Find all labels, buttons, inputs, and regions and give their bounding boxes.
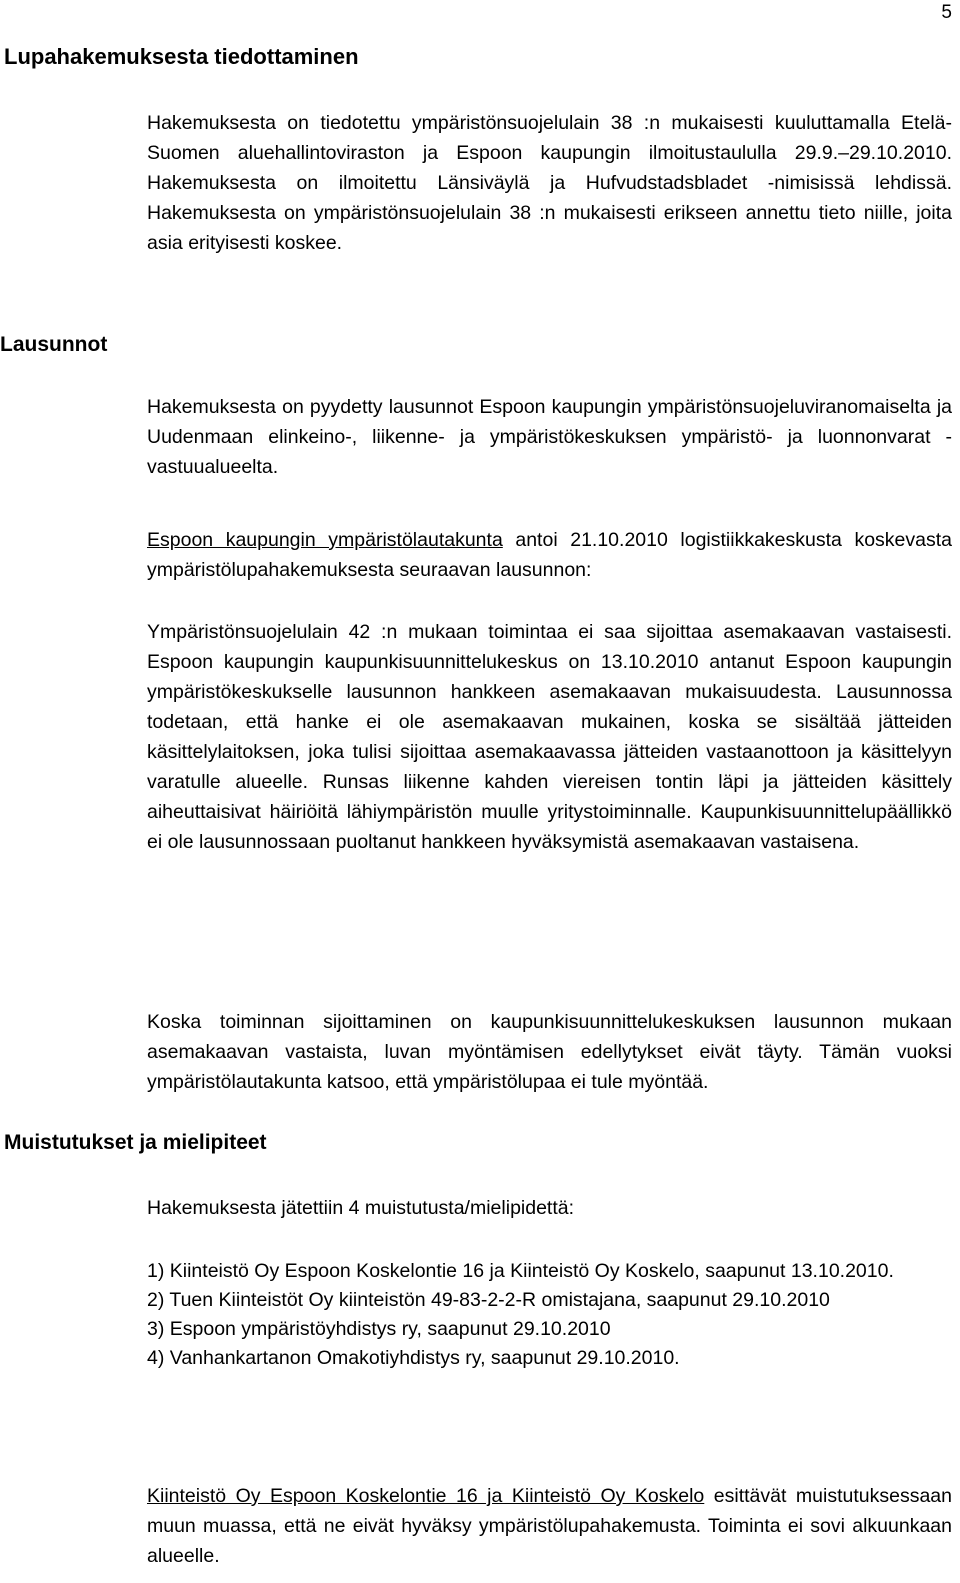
page-number: 5	[941, 2, 952, 23]
koskelo-name: Kiinteistö Oy Espoon Koskelontie 16 ja Kiinteistö Oy Koskelo	[147, 1485, 705, 1507]
heading-lupahakemuksesta-tiedottaminen: Lupahakemuksesta tiedottaminen	[4, 44, 359, 69]
list-item: 2) Tuen Kiinteistöt Oy kiinteistön 49-83-2-2-R omistajana, saapunut 29.10.2010	[147, 1289, 830, 1311]
list-item: 4) Vanhankartanon Omakotiyhdistys ry, saapunut 29.10.2010.	[147, 1347, 680, 1369]
list-item: 3) Espoon ympäristöyhdistys ry, saapunut 29.10.2010	[147, 1318, 611, 1340]
paragraph-lausunnot-intro: Hakemuksesta on pyydetty lausunnot Espoon kaupungin ympäristönsuojeluviranomaiselta ja Uudenmaan elinkeino-, liikenne- ja ympäristökeskuksen ympäristö- ja luonnonvarat -vastuualueelta.	[147, 396, 952, 478]
lautakunta-text: antoi 21.10.2010 logistiikkakeskusta koskevasta ympäristölupahakemuksesta seuraavan lausunnon:	[147, 529, 952, 581]
paragraph-koskelo	[147, 1481, 952, 1571]
muistutukset-list	[147, 1257, 952, 1373]
heading-muistutukset: Muistutukset ja mielipiteet	[4, 1131, 267, 1154]
lautakunta-name: Espoon kaupungin ympäristölautakunta	[147, 529, 503, 551]
paragraph-lausunto: Ympäristönsuojelulain 42 :n mukaan toimintaa ei saa sijoittaa asemakaavan vastaisesti. Espoon kaupungin kaupunkisuunnittelukeskus on 13.10.2010 antanut Espoon kaupungin ympäristökeskukselle lausunnon hankkeen asemakaavan mukaisuudesta. Lausunnossa todetaan, että hanke ei ole asemakaavan mukainen, koska se sisältää jätteiden käsittelylaitoksen, joka tulisi sijoittaa asemakaavassa jätteiden vastaanottoon ja käsittelyyn varatulle alueelle. Runsas liikenne kahden viereisen tontin läpi ja jätteiden käsittely aiheuttaisivat häiriöitä lähiympäristön muulle yritystoiminnalle. Kaupunkisuunnittelupäällikkö ei ole lausunnossaan puoltanut hankkeen hyväksymistä asemakaavan vastaisena.	[147, 621, 952, 853]
paragraph-lautakunta	[147, 525, 952, 585]
paragraph-muistutukset-intro: Hakemuksesta jätettiin 4 muistutusta/mielipidettä:	[147, 1197, 575, 1219]
heading-lausunnot: Lausunnot	[0, 333, 108, 356]
paragraph-tiedottaminen: Hakemuksesta on tiedotettu ympäristönsuojelulain 38 :n mukaisesti kuuluttamalla Etelä-Suomen aluehallintoviraston ja Espoon kaupungin ilmoitustaululla 29.9.–29.10.2010. Hakemuksesta on ilmoitettu Länsiväylä ja Hufvudstadsbladet -nimisissä lehdissä. Hakemuksesta on ympäristönsuojelulain 38 :n mukaisesti erikseen annettu tieto niille, joita asia erityisesti koskee.	[147, 112, 952, 254]
list-item: 1) Kiinteistö Oy Espoon Koskelontie 16 ja Kiinteistö Oy Koskelo, saapunut 13.10.2010.	[147, 1260, 894, 1282]
paragraph-johtopaatos: Koska toiminnan sijoittaminen on kaupunkisuunnittelukeskuksen lausunnon mukaan asemakaavan vastaista, luvan myöntämisen edellytykset eivät täyty. Tämän vuoksi ympäristölautakunta katsoo, että ympäristölupaa ei tule myöntää.	[147, 1011, 952, 1093]
koskelo-text: esittävät muistutuksessaan muun muassa, että ne eivät hyväksy ympäristölupahakemusta. Toiminta ei sovi alkuunkaan alueelle.	[147, 1485, 952, 1567]
